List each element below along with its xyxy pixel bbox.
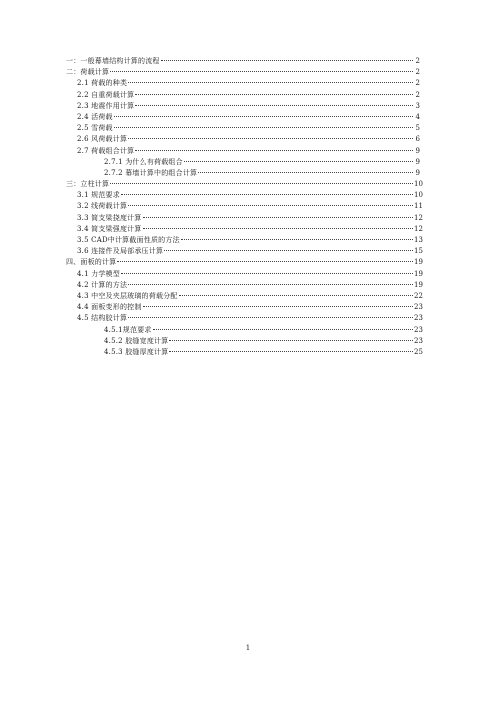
toc-entry-page-number: 13 — [414, 236, 423, 244]
toc-entry-page-number: 22 — [414, 291, 423, 300]
toc-entry-label: 2.7.2 幕墙计算中的组合计算 — [104, 168, 198, 177]
toc-entry[interactable] — [66, 302, 423, 313]
toc-dot-leader — [153, 329, 413, 330]
toc-dot-leader — [121, 194, 413, 195]
toc-entry[interactable] — [66, 280, 423, 291]
toc-dot-leader — [135, 94, 413, 95]
toc-entry-page-number: 9 — [415, 168, 420, 177]
toc-entry-label: 2.2 自重荷载计算 — [77, 90, 135, 99]
toc-dot-leader — [128, 317, 413, 318]
toc-entry[interactable] — [66, 56, 420, 67]
toc-dot-leader — [143, 306, 413, 307]
toc-dot-leader — [128, 138, 413, 139]
toc-dot-leader — [135, 105, 413, 106]
toc-dot-leader — [143, 217, 413, 218]
toc-dot-leader — [181, 239, 413, 240]
toc-entry[interactable] — [66, 78, 420, 89]
toc-entry[interactable] — [66, 101, 420, 112]
toc-entry-label: 4.1 力学模型 — [77, 269, 120, 278]
toc-entry[interactable] — [66, 347, 423, 358]
toc-dot-leader — [110, 183, 413, 184]
toc-entry-label: 2.6 风荷载计算 — [77, 135, 128, 144]
toc-entry[interactable] — [66, 257, 423, 268]
toc-entry-page-number: 3 — [415, 101, 420, 110]
toc-entry-label: 3.4 简支梁强度计算 — [77, 224, 142, 233]
toc-entry[interactable] — [66, 313, 423, 324]
toc-dot-leader — [179, 295, 413, 296]
toc-entry[interactable] — [66, 67, 420, 78]
toc-entry-label: 4.5 结构胶计算 — [77, 314, 128, 323]
toc-entry[interactable] — [66, 213, 423, 224]
toc-entry-label: 2.1 荷载的种类 — [77, 79, 128, 88]
toc-entry-label: 3.5 CAD中计算截面性质的方法 — [77, 236, 180, 244]
toc-entry-label: 2.4 活荷载 — [77, 112, 113, 121]
toc-entry[interactable] — [66, 336, 423, 347]
toc-entry-label: 3.3 简支梁挠度计算 — [77, 213, 142, 222]
toc-dot-leader — [110, 71, 413, 72]
toc-entry-label: 4.5.3 胶缝厚度计算 — [104, 347, 169, 356]
toc-entry-page-number: 23 — [414, 325, 423, 334]
toc-entry-page-number: 6 — [415, 135, 420, 144]
toc-entry-page-number: 5 — [415, 124, 420, 133]
toc-entry-page-number: 9 — [415, 146, 420, 155]
toc-entry-page-number: 11 — [414, 202, 423, 211]
page-number: 1 — [245, 644, 251, 652]
toc-entry[interactable] — [66, 201, 423, 212]
toc-entry-label: 2.7 荷载组合计算 — [77, 146, 135, 155]
toc-entry[interactable] — [66, 168, 420, 179]
toc-entry-page-number: 23 — [414, 303, 423, 312]
toc-entry-label: 2.3 地震作用计算 — [77, 101, 135, 110]
toc-entry-label: 四、面板的计算 — [66, 258, 117, 267]
toc-entry[interactable] — [66, 90, 420, 101]
toc-entry-page-number: 2 — [415, 68, 420, 77]
toc-dot-leader — [143, 228, 413, 229]
toc-dot-leader — [198, 172, 413, 173]
toc-entry[interactable] — [66, 235, 423, 246]
toc-dot-leader — [128, 205, 413, 206]
toc-entry[interactable] — [66, 246, 423, 257]
toc-dot-leader — [128, 82, 413, 83]
toc-entry-page-number: 15 — [414, 247, 423, 256]
toc-entry-page-number: 2 — [415, 90, 420, 99]
toc-entry-label: 4.5.1规范要求 — [104, 325, 152, 334]
toc-entry-label: 4.5.2 胶缝宽度计算 — [104, 336, 169, 345]
toc-dot-leader — [117, 261, 413, 262]
toc-dot-leader — [121, 273, 413, 274]
toc-entry-page-number: 12 — [414, 213, 423, 222]
toc-entry-label: 二：荷载计算 — [66, 68, 110, 77]
toc-entry[interactable] — [66, 325, 423, 336]
toc-dot-leader — [135, 150, 413, 151]
toc-entry[interactable] — [66, 269, 423, 280]
toc-entry[interactable] — [66, 190, 423, 201]
toc-entry-page-number: 19 — [414, 269, 423, 278]
toc-entry-page-number: 19 — [414, 258, 423, 267]
toc-entry-page-number: 2 — [415, 79, 420, 88]
toc-dot-leader — [164, 250, 413, 251]
toc-dot-leader — [184, 161, 413, 162]
toc-entry-page-number: 23 — [414, 314, 423, 323]
toc-entry-label: 三：立柱计算 — [66, 180, 110, 189]
toc-entry-label: 4.3 中空及夹层玻璃的荷载分配 — [77, 291, 178, 300]
toc-entry-label: 3.1 规范要求 — [77, 191, 120, 200]
toc-entry[interactable] — [66, 134, 420, 145]
toc-entry-label: 2.7.1 为什么有荷载组合 — [104, 157, 183, 166]
toc-dot-leader — [161, 60, 413, 61]
toc-entry[interactable] — [66, 224, 423, 235]
toc-entry-label: 一：一般幕墙结构计算的流程 — [66, 57, 160, 65]
toc-entry-label: 3.2 线荷载计算 — [77, 202, 128, 211]
toc-entry-page-number: 12 — [414, 224, 423, 233]
toc-dot-leader — [128, 284, 413, 285]
toc-entry-page-number: 23 — [414, 336, 423, 345]
toc-entry[interactable] — [66, 112, 420, 123]
toc-entry[interactable] — [66, 123, 420, 134]
toc-entry-page-number: 19 — [414, 280, 423, 289]
toc-entry[interactable] — [66, 157, 420, 168]
toc-entry-page-number: 9 — [415, 157, 420, 166]
toc-entry-label: 2.5 雪荷载 — [77, 124, 113, 133]
toc-entry-label: 4.4 面板变形的控制 — [77, 303, 142, 312]
toc-entry-page-number: 2 — [415, 57, 420, 65]
toc-entry-page-number: 10 — [414, 180, 423, 189]
toc-entry-page-number: 4 — [415, 112, 420, 121]
toc-entry[interactable] — [66, 291, 423, 302]
toc-dot-leader — [114, 127, 413, 128]
toc-entry-page-number: 10 — [414, 191, 423, 200]
table-of-contents — [66, 56, 423, 358]
toc-dot-leader — [169, 340, 413, 341]
toc-entry[interactable] — [66, 146, 420, 157]
toc-entry-label: 3.6 连接件及局部承压计算 — [77, 247, 164, 256]
toc-entry[interactable] — [66, 179, 423, 190]
toc-dot-leader — [114, 116, 413, 117]
toc-entry-label: 4.2 计算的方法 — [77, 280, 128, 289]
toc-entry-page-number: 25 — [414, 347, 423, 356]
toc-dot-leader — [169, 351, 413, 352]
